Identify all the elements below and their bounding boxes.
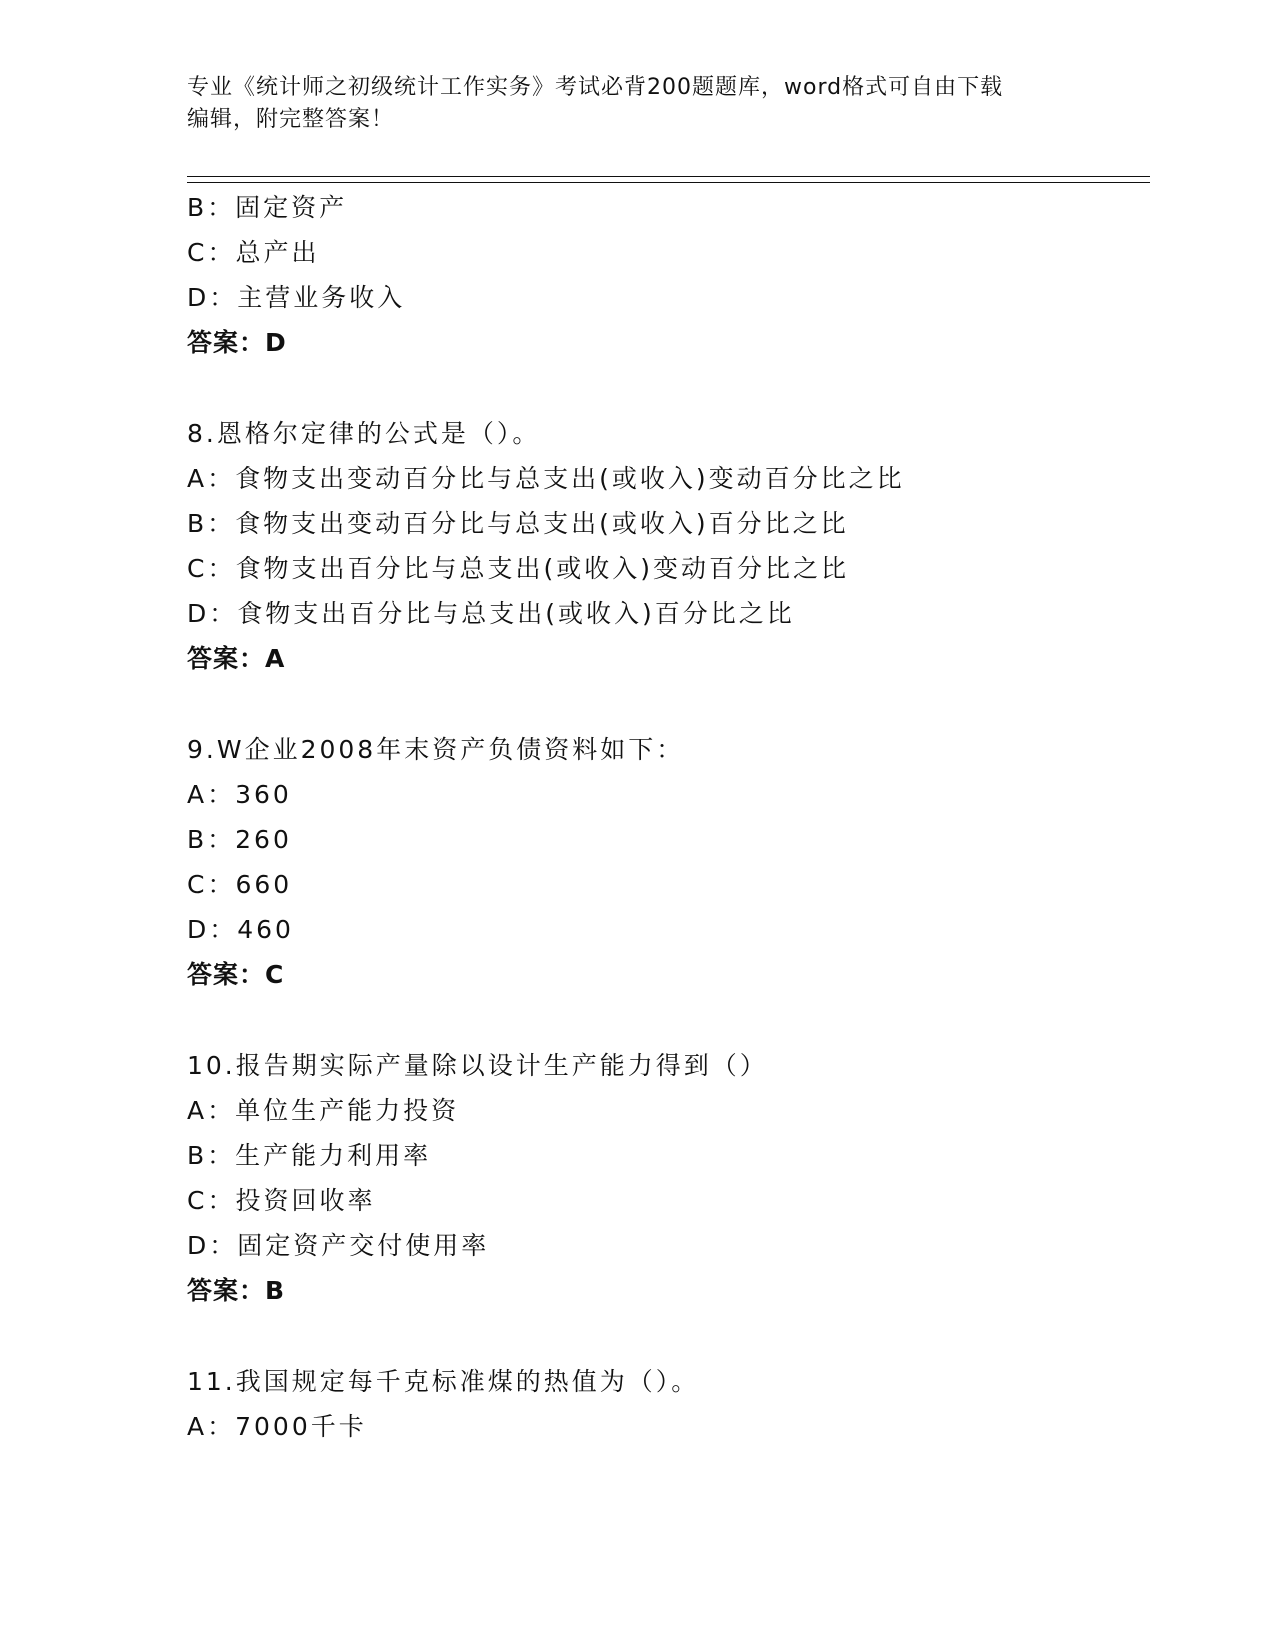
q8-option-a: A：食物支出变动百分比与总支出(或收入)变动百分比之比 [187,464,905,493]
header-divider-top [187,176,1150,177]
q9-answer: 答案：C [187,960,285,989]
q11-option-a: A：7000千卡 [187,1412,367,1441]
q8-option-d: D：食物支出百分比与总支出(或收入)百分比之比 [187,599,795,628]
q10-option-d: D：固定资产交付使用率 [187,1231,490,1260]
q8-option-c: C：食物支出百分比与总支出(或收入)变动百分比之比 [187,554,849,583]
q10-question: 10.报告期实际产量除以设计生产能力得到（） [187,1051,768,1080]
q10-option-b: B：生产能力利用率 [187,1141,432,1170]
q8-option-b: B：食物支出变动百分比与总支出(或收入)百分比之比 [187,509,849,538]
q11-question: 11.我国规定每千克标准煤的热值为（）。 [187,1367,700,1396]
q9-option-a: A：360 [187,780,292,809]
q8-answer: 答案：A [187,644,286,673]
q10-option-a: A：单位生产能力投资 [187,1096,460,1125]
q9-option-c: C：660 [187,870,293,899]
q7-option-d: D：主营业务收入 [187,283,406,312]
header-line-2: 编辑，附完整答案！ [187,107,395,132]
header-divider-bottom [187,182,1150,183]
q7-option-b: B：固定资产 [187,193,348,222]
q9-question: 9.W企业2008年末资产负债资料如下： [187,735,685,764]
header-line-1: 专业《统计师之初级统计工作实务》考试必背200题题库，word格式可自由下载 [187,75,1004,100]
q9-option-d: D：460 [187,915,294,944]
q10-answer: 答案：B [187,1276,286,1305]
q10-option-c: C：投资回收率 [187,1186,376,1215]
document-header [187,72,1067,136]
q7-answer: 答案：D [187,328,287,357]
q9-option-b: B：260 [187,825,292,854]
q8-question: 8.恩格尔定律的公式是（）。 [187,419,541,448]
q7-option-c: C：总产出 [187,238,320,267]
